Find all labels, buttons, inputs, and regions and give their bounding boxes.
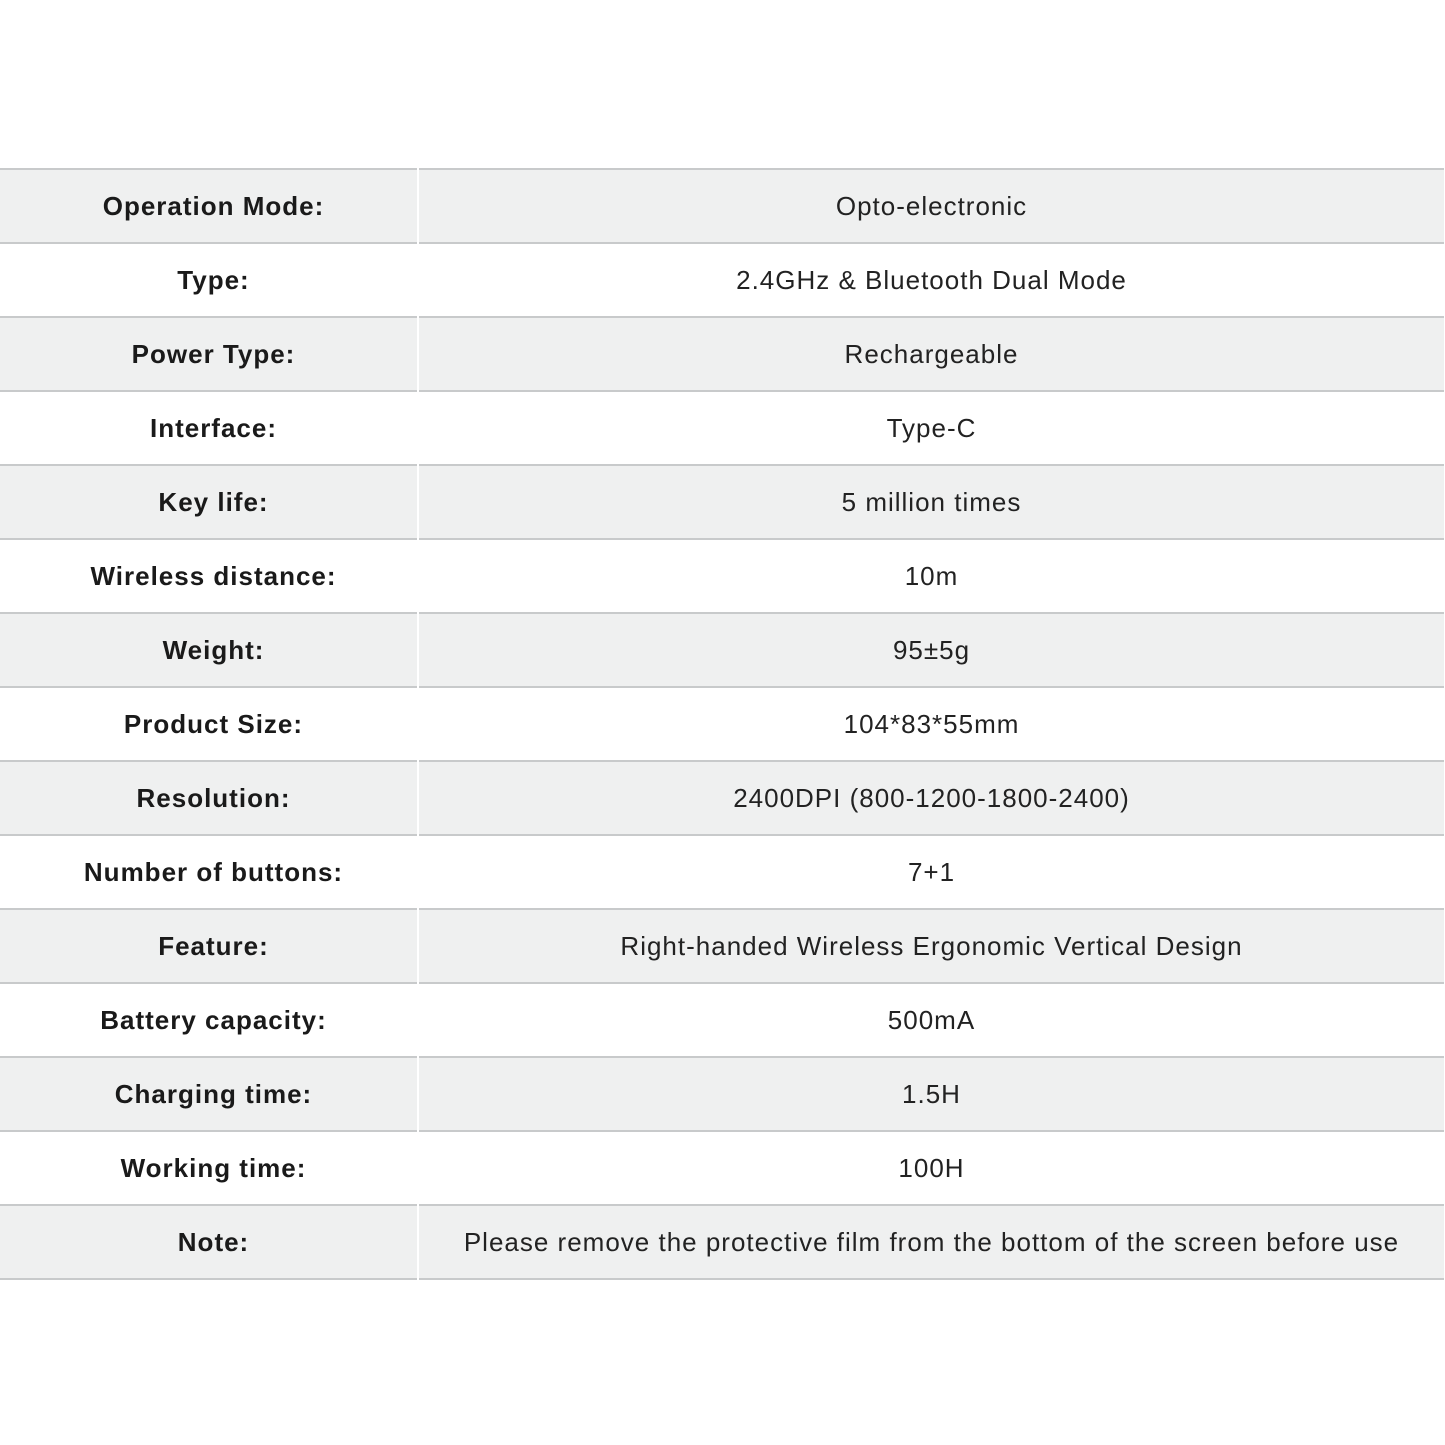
spec-label: Note: bbox=[0, 1204, 417, 1280]
spec-label: Power Type: bbox=[0, 316, 417, 390]
spec-label: Weight: bbox=[0, 612, 417, 686]
spec-row-charging-time bbox=[0, 1056, 1445, 1130]
spec-value: 2.4GHz & Bluetooth Dual Mode bbox=[419, 242, 1444, 316]
spec-label: Key life: bbox=[0, 464, 417, 538]
spec-value: 10m bbox=[419, 538, 1444, 612]
spec-value: Please remove the protective film from the bottom of the screen before use bbox=[419, 1204, 1444, 1280]
spec-value: 95±5g bbox=[419, 612, 1444, 686]
spec-value: Type-C bbox=[419, 390, 1444, 464]
spec-row-note bbox=[0, 1204, 1445, 1278]
spec-table bbox=[0, 168, 1445, 1278]
spec-row-interface bbox=[0, 390, 1445, 464]
spec-label: Working time: bbox=[0, 1130, 417, 1204]
spec-label: Product Size: bbox=[0, 686, 417, 760]
spec-value: 500mA bbox=[419, 982, 1444, 1056]
spec-value: Right-handed Wireless Ergonomic Vertical Design bbox=[419, 908, 1444, 982]
spec-label: Type: bbox=[0, 242, 417, 316]
spec-row-type bbox=[0, 242, 1445, 316]
spec-value: 100H bbox=[419, 1130, 1444, 1204]
spec-label: Operation Mode: bbox=[0, 168, 417, 242]
spec-row-power-type bbox=[0, 316, 1445, 390]
spec-value: 5 million times bbox=[419, 464, 1444, 538]
spec-row-weight bbox=[0, 612, 1445, 686]
spec-row-wireless-distance bbox=[0, 538, 1445, 612]
spec-label: Charging time: bbox=[0, 1056, 417, 1130]
spec-value: Opto-electronic bbox=[419, 168, 1444, 242]
spec-label: Wireless distance: bbox=[0, 538, 417, 612]
spec-value: 104*83*55mm bbox=[419, 686, 1444, 760]
spec-value: Rechargeable bbox=[419, 316, 1444, 390]
spec-row-working-time bbox=[0, 1130, 1445, 1204]
spec-label: Feature: bbox=[0, 908, 417, 982]
spec-row-product-size bbox=[0, 686, 1445, 760]
spec-label: Resolution: bbox=[0, 760, 417, 834]
spec-row-number-of-buttons bbox=[0, 834, 1445, 908]
spec-value: 1.5H bbox=[419, 1056, 1444, 1130]
spec-value: 2400DPI (800-1200-1800-2400) bbox=[419, 760, 1444, 834]
spec-value: 7+1 bbox=[419, 834, 1444, 908]
spec-label: Battery capacity: bbox=[0, 982, 417, 1056]
spec-row-key-life bbox=[0, 464, 1445, 538]
spec-row-feature bbox=[0, 908, 1445, 982]
spec-label: Number of buttons: bbox=[0, 834, 417, 908]
spec-row-resolution bbox=[0, 760, 1445, 834]
spec-label: Interface: bbox=[0, 390, 417, 464]
spec-row-battery-capacity bbox=[0, 982, 1445, 1056]
spec-row-operation-mode bbox=[0, 168, 1445, 242]
